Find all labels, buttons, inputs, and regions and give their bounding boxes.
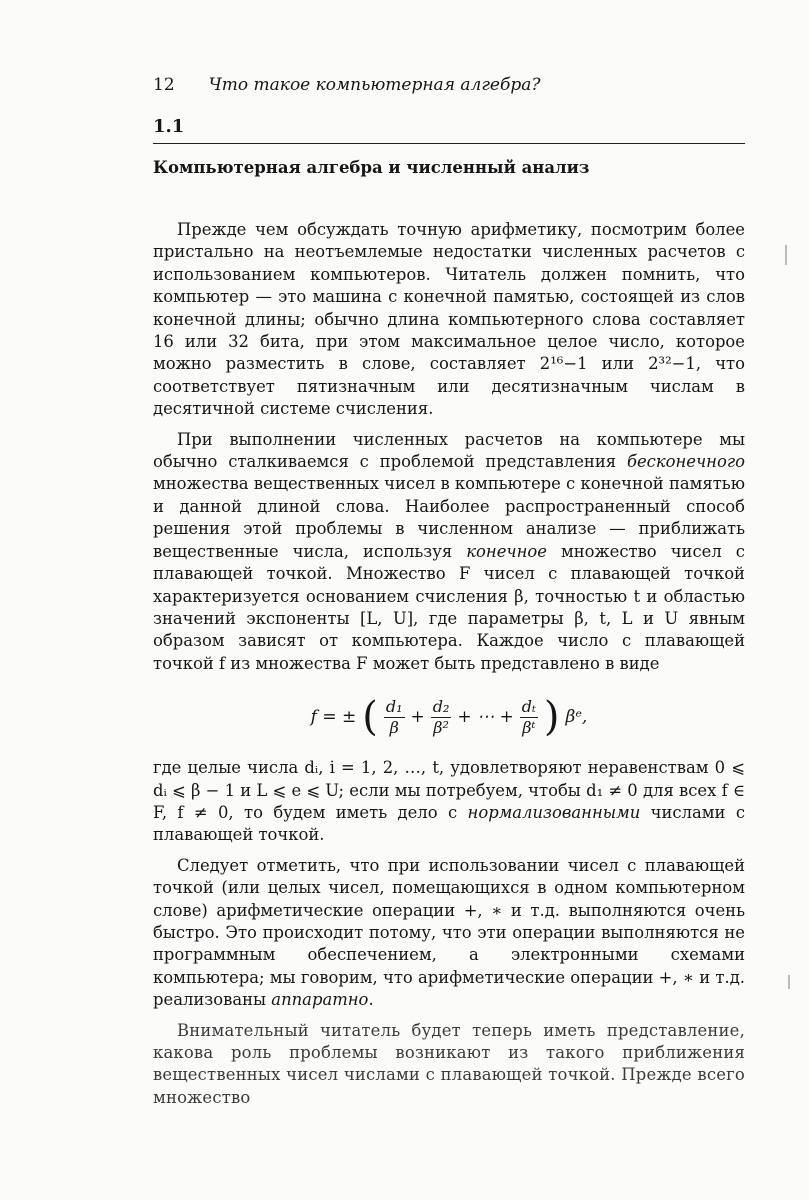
margin-mark	[788, 975, 790, 989]
right-paren: )	[543, 694, 560, 741]
text-run: где целые числа dᵢ, i = 1, 2, …, t, удовлетворяют неравенствам 0 ⩽ dᵢ ⩽ β − 1 и L ⩽ e ⩽ U; если мы потребуем, чтобы d₁ ≠ 0 для всех f ∈ F, f ≠ 0, то будем иметь дело с	[153, 758, 745, 822]
float-formula	[153, 687, 745, 747]
text-run: числами с плавающей точкой.	[153, 802, 745, 845]
emphasis: аппаратно	[271, 990, 369, 1010]
fraction	[384, 697, 405, 738]
paragraph	[153, 429, 745, 675]
numerator: dₜ	[521, 696, 536, 716]
page-number: 12	[153, 75, 175, 95]
section-rule	[153, 143, 745, 144]
numerator: d₁	[385, 696, 403, 716]
text-run: множество чисел с плавающей точкой. Множество F чисел с плавающей точкой характеризуется основанием счисления β, точностью t и областью значений экспоненты [L, U], где параметры β, t, L и U явным образом зависят от компьютера. Каждое число с плавающей точкой f из множества F может быть представлено в виде	[153, 541, 745, 673]
emphasis: бесконечного	[626, 452, 745, 472]
section-title: Компьютерная алгебра и численный анализ	[153, 158, 590, 177]
margin-mark	[785, 245, 787, 265]
formula-dots: + ⋯ +	[457, 706, 514, 727]
paragraph: Прежде чем обсуждать точную арифметику, посмотрим более пристально на неотъемлемые недостатки численных расчетов с использованием компьютеров. Читатель должен помнить, что компьютер — это машина с конечной памятью, состоящей из слов конечной длины; обычно длина компьютерного слова составляет 16 или 32 бита, при этом максимальное целое число, которое можно разместить в слове, составляет 2¹⁶−1 или 2³²−1, что соответствует пятизначным или десятизначным числам в десятичной системе счисления.	[153, 220, 745, 419]
text-run: .	[368, 990, 374, 1010]
formula-lhs: f = ±	[310, 706, 357, 727]
section-number: 1.1	[153, 116, 185, 137]
fraction	[431, 697, 452, 738]
formula-tail: βᵉ,	[565, 706, 588, 727]
text-run: множества вещественных чисел в компьютере с конечной памятью и данной длиной слова. Наиболее распространенный способ решения этой проблемы в численном анализе — приближать вещественные числа, используя	[153, 474, 745, 561]
body-text	[153, 219, 745, 1109]
numerator: d₂	[432, 696, 450, 716]
emphasis: нормализованными	[467, 802, 641, 822]
book-page	[153, 70, 745, 1117]
left-paren: (	[362, 694, 378, 741]
denominator: β	[389, 717, 399, 737]
fraction	[520, 697, 538, 738]
paragraph	[153, 855, 745, 1012]
running-title: Что такое компьютерная алгебра?	[208, 75, 541, 95]
paragraph	[153, 757, 745, 847]
denominator: βᵗ	[522, 717, 536, 737]
running-head	[153, 70, 745, 100]
text-run: При выполнении численных расчетов на компьютере мы обычно сталкиваемся с проблемой представления	[153, 429, 745, 472]
text-run: Следует отметить, что при использовании чисел с плавающей точкой (или целых чисел, помещающихся в одном компьютерном слове) арифметические операции +, ∗ и т.д. выполняются очень быстро. Это происходит потому, что эти операции выполняются не программным обеспечением, а электронными схемами компьютера; мы говорим, что арифметические операции +, ∗ и т.д. реализованы	[153, 855, 745, 1010]
plus-sign: +	[410, 706, 425, 727]
paragraph: Внимательный читатель будет теперь иметь представление, какова роль проблемы возникают из такого приближения вещественных чисел числами с плавающей точкой. Прежде всего множество	[153, 1020, 745, 1107]
denominator: β²	[433, 717, 449, 737]
emphasis: конечное	[466, 541, 547, 561]
